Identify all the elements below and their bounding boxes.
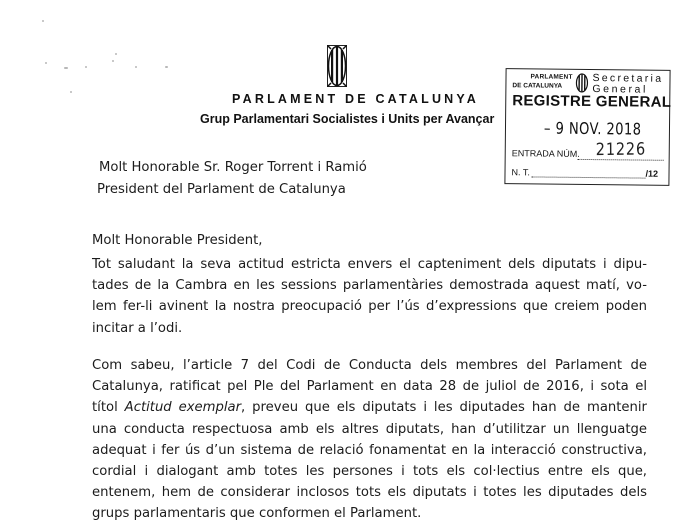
text-fragment: títol xyxy=(92,400,125,416)
stamp-title: REGISTRE GENERAL xyxy=(512,92,672,111)
paragraph-line: Tot saludant la seva actitud estricta envers el capteniment dels diputats i dipu- xyxy=(92,257,647,272)
stamp-date: – 9 NOV. 2018 xyxy=(543,118,642,139)
stamp-entry-number: 21226 xyxy=(595,139,647,161)
scan-speck xyxy=(64,67,68,69)
stamp-nt-label: N. T. xyxy=(511,167,530,178)
text-fragment: , preveu que els diputats i les diputades han de mantenir xyxy=(241,400,647,416)
salutation: Molt Honorable President, xyxy=(92,233,263,248)
stamp-entry-label: ENTRADA NÚM. xyxy=(511,148,580,159)
paragraph-line: lem fer-li avinent la nostra preocupació per l’ús d’expressions que creiem poden xyxy=(92,299,647,315)
stamp-nt-suffix: /12 xyxy=(645,168,659,179)
scan-speck xyxy=(45,62,47,64)
code-section-title: Actitud exemplar xyxy=(124,400,242,416)
parliamentary-group-name: Grup Parlamentari Socialistes i Units per Avançar xyxy=(200,112,495,126)
institution-name: PARLAMENT DE CATALUNYA xyxy=(232,92,480,106)
paragraph-line: adequat i fer ús d’un sistema de relació fonamentat en la interacció constructiva, xyxy=(92,442,647,458)
scan-speck xyxy=(42,20,44,22)
stamp-nt-dotted-line xyxy=(531,176,645,178)
stamp-general: General xyxy=(592,83,649,96)
paragraph-line: cordial i dialogant amb totes les persones i tots els col·lectius entre els que, xyxy=(92,464,647,480)
addressee-name: Molt Honorable Sr. Roger Torrent i Ramió xyxy=(99,160,367,175)
paragraph-line: grups parlamentaris que conformen el Parlament. xyxy=(92,506,422,522)
scan-speck xyxy=(115,53,117,55)
paragraph-line: Com sabeu, l’article 7 del Codi de Conducta dels membres del Parlament de xyxy=(92,358,647,373)
addressee-title: President del Parlament de Catalunya xyxy=(97,182,346,197)
stamp-org-line2: DE CATALUNYA xyxy=(512,82,563,90)
paragraph-line: una conducta respectuosa amb els altres diputats, han d’utilitzar un llenguatge xyxy=(92,421,647,437)
stamp-org-line1: PARLAMENT xyxy=(530,73,573,81)
stamp-coat-of-arms-icon xyxy=(575,73,588,93)
scan-speck xyxy=(70,91,72,93)
scan-speck xyxy=(165,66,168,68)
paragraph-line: Catalunya, ratificat pel Ple del Parlament en data 28 de juliol de 2016, i sota el xyxy=(92,379,647,395)
catalan-coat-of-arms-icon xyxy=(327,45,347,87)
paragraph-line: entenem, hem de considerar inclosos tots els diputats i totes les diputades dels xyxy=(92,485,647,501)
paragraph-2 xyxy=(92,355,647,525)
paragraph-line: incitar a l’odi. xyxy=(92,320,183,336)
scan-speck xyxy=(135,66,137,68)
registry-stamp xyxy=(504,68,670,186)
addressee-block xyxy=(97,157,367,201)
scan-speck xyxy=(112,60,114,62)
paragraph-line-with-title xyxy=(92,397,647,418)
paragraph-1 xyxy=(92,254,647,339)
paragraph-line: tades de la Cambra en les sessions parlamentàries demostrada aquest matí, vo- xyxy=(92,278,647,294)
stamp-secretaria: Secretaria xyxy=(592,72,664,85)
scan-speck xyxy=(85,66,87,68)
